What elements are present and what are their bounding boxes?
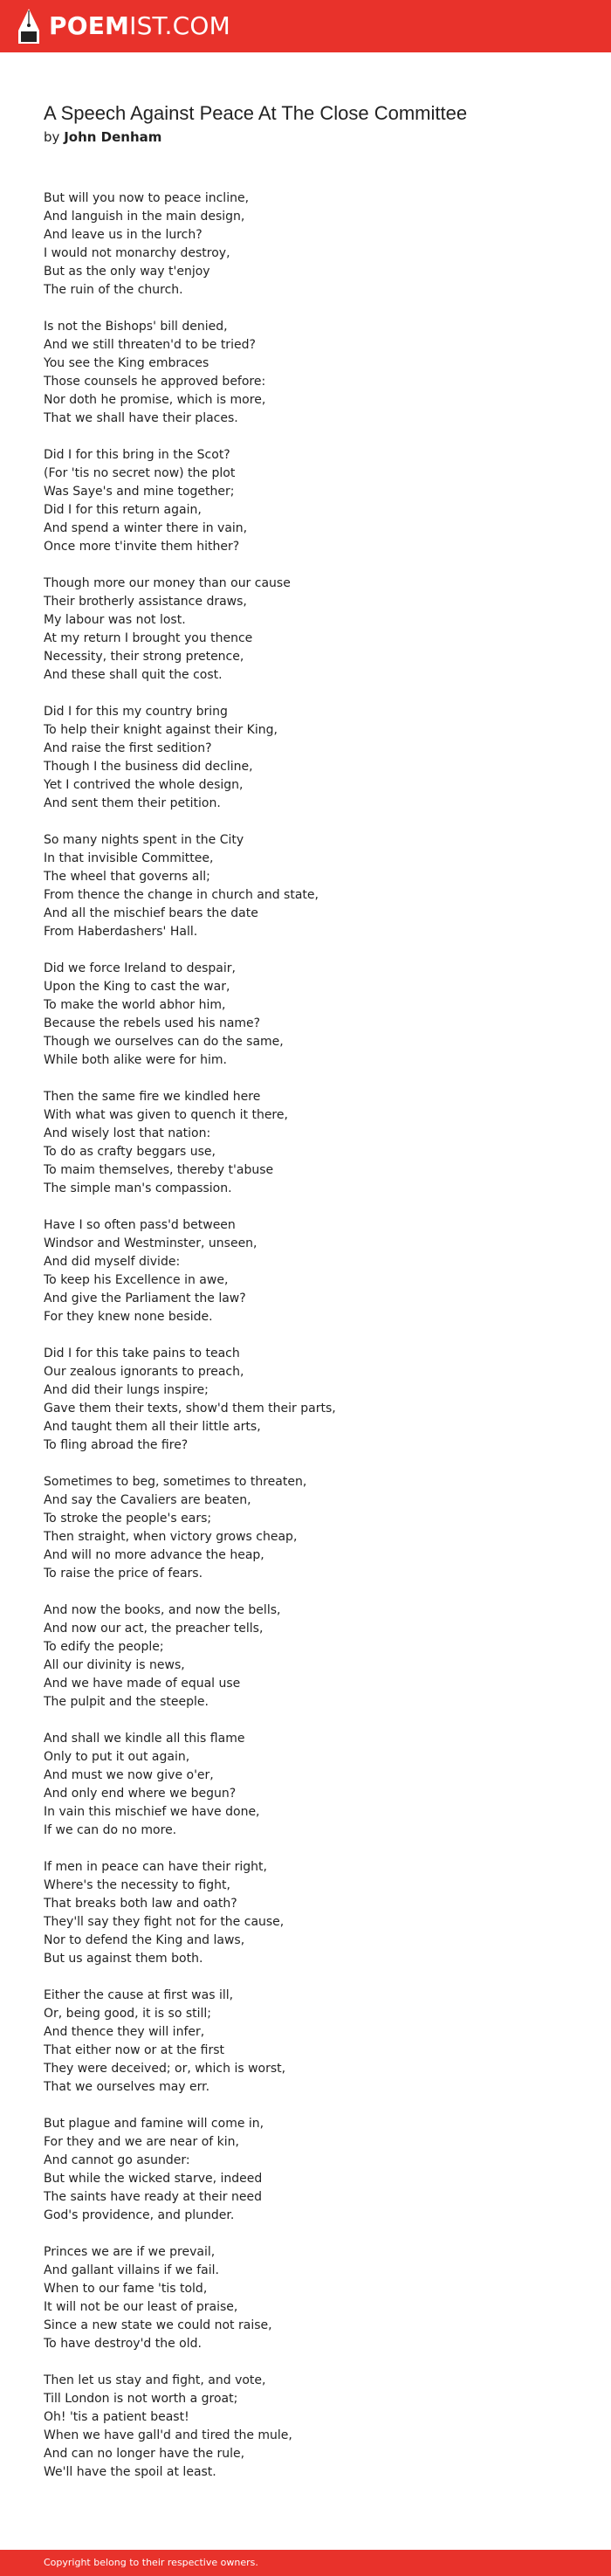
poem-line: And gallant villains if we fail. <box>44 2263 219 2277</box>
poem-line: Or, being good, it is so still; <box>44 2007 212 2021</box>
poem-line: And must we now give o'er, <box>44 1768 214 1782</box>
poem-line: Then the same fire we kindled here <box>44 1090 261 1104</box>
poem-line: For they and we are near of kin, <box>44 2135 239 2149</box>
poem-stanza <box>44 1858 585 1968</box>
poem-stanza <box>44 1730 585 1840</box>
poem-line: Gave them their texts, show'd them their parts, <box>44 1402 336 1415</box>
poem-line: You see the King embraces <box>44 356 209 370</box>
poem-line: That we shall have their places. <box>44 411 238 425</box>
poem-line: And did their lungs inspire; <box>44 1383 209 1397</box>
poem-line: Did I for this bring in the Scot? <box>44 448 230 462</box>
poem-line: And these shall quit the cost. <box>44 668 223 682</box>
poem-stanza <box>44 960 585 1070</box>
poem-line: And leave us in the lurch? <box>44 228 203 242</box>
poem-stanza <box>44 831 585 941</box>
poem-line: That breaks both law and oath? <box>44 1897 237 1911</box>
poem-line: Is not the Bishops' bill denied, <box>44 320 228 334</box>
poem-line: And shall we kindle all this flame <box>44 1732 245 1746</box>
poem-stanza <box>44 1601 585 1712</box>
poem-line: They'll say they fight not for the cause, <box>44 1915 285 1929</box>
poem-line: Those counsels he approved before: <box>44 375 266 389</box>
poem-line: It will not be our least of praise, <box>44 2300 238 2314</box>
poem-line: The simple man's compassion. <box>44 1181 232 1195</box>
poem-line: And wisely lost that nation: <box>44 1126 211 1140</box>
poem-line: (For 'tis no secret now) the plot <box>44 466 236 480</box>
poem-line: In that invisible Committee, <box>44 851 214 865</box>
poem-stanza <box>44 1088 585 1198</box>
poem-line: They were deceived; or, which is worst, <box>44 2062 286 2076</box>
poem-line: My labour was not lost. <box>44 613 186 627</box>
poem-line: To edify the people; <box>44 1640 164 1654</box>
author-link[interactable]: John Denham <box>64 129 162 145</box>
logo-text-bold: POEM <box>49 11 130 40</box>
poem-line: God's providence, and plunder. <box>44 2208 235 2222</box>
site-logo-link[interactable] <box>17 8 230 45</box>
poem-line: And spend a winter there in vain, <box>44 521 248 535</box>
poem-line: Then let us stay and fight, and vote, <box>44 2373 266 2387</box>
poem-line: Our zealous ignorants to preach, <box>44 1365 244 1379</box>
site-logo-text <box>49 8 230 45</box>
poem-line: And raise the first sedition? <box>44 741 212 755</box>
poem-line: But us against them both. <box>44 1952 203 1966</box>
poem-line: To raise the price of fears. <box>44 1567 203 1581</box>
poem-line: And now our act, the preacher tells, <box>44 1622 264 1636</box>
poem-line: Their brotherly assistance draws, <box>44 595 247 609</box>
poem-byline <box>44 128 576 146</box>
poem-line: And all the mischief bears the date <box>44 906 258 920</box>
poem-line: Did I for this take pains to teach <box>44 1347 240 1360</box>
poem-line: From Haberdashers' Hall. <box>44 925 198 939</box>
poem-line: Once more t'invite them hither? <box>44 540 240 554</box>
poem-stanza <box>44 1473 585 1583</box>
site-header <box>0 0 611 52</box>
poem-stanza <box>44 2243 585 2353</box>
poem-line: To keep his Excellence in awe, <box>44 1273 229 1287</box>
poem-line: And now the books, and now the bells, <box>44 1603 281 1617</box>
poem-line: To fling abroad the fire? <box>44 1438 189 1452</box>
poem-line: But as the only way t'enjoy <box>44 265 210 279</box>
poem-stanza <box>44 318 585 428</box>
pen-nib-icon <box>17 8 40 45</box>
poem-line: When to our fame 'tis told, <box>44 2282 208 2296</box>
poem-line: Upon the King to cast the war, <box>44 980 230 994</box>
poem-line: If we can do no more. <box>44 1823 177 1837</box>
poem-line: The ruin of the church. <box>44 283 183 297</box>
poem-line: And thence they will infer, <box>44 2025 205 2039</box>
poem-stanza <box>44 1216 585 1326</box>
poem-line: But will you now to peace incline, <box>44 191 250 205</box>
poem-line: Sometimes to beg, sometimes to threaten, <box>44 1475 307 1489</box>
poem-line: Oh! 'tis a patient beast! <box>44 2410 189 2424</box>
poem-line: In vain this mischief we have done, <box>44 1805 260 1819</box>
poem-header <box>44 100 576 146</box>
poem-line: From thence the change in church and state, <box>44 888 319 902</box>
poem-title: A Speech Against Peace At The Close Committee <box>44 102 468 124</box>
poem-line: Only to put it out again, <box>44 1750 190 1764</box>
poem-line: All our divinity is news, <box>44 1658 185 1672</box>
poem-body <box>44 189 585 2500</box>
poem-line: And cannot go asunder: <box>44 2153 190 2167</box>
poem-line: The saints have ready at their need <box>44 2190 262 2204</box>
poem-line: And give the Parliament the law? <box>44 1291 246 1305</box>
poem-line: The wheel that governs all; <box>44 870 210 884</box>
poem-stanza <box>44 1987 585 2097</box>
poem-line: To have destroy'd the old. <box>44 2337 202 2351</box>
poem-line: Did we force Ireland to despair, <box>44 961 236 975</box>
poem-line: That either now or at the first <box>44 2043 225 2057</box>
poem-line: But plague and famine will come in, <box>44 2117 264 2131</box>
poem-line: Did I for this return again, <box>44 503 202 517</box>
poem-line: And will no more advance the heap, <box>44 1548 264 1562</box>
copyright-notice: Copyright belong to their respective owners. <box>44 2557 258 2568</box>
poem-line: To stroke the people's ears; <box>44 1512 212 1526</box>
poem-line: Though more our money than our cause <box>44 576 291 590</box>
poem-line: Windsor and Westminster, unseen, <box>44 1236 257 1250</box>
poem-line: To help their knight against their King, <box>44 723 278 737</box>
poem-line: To do as crafty beggars use, <box>44 1145 216 1159</box>
byline-label: by <box>44 129 60 145</box>
poem-line: Though we ourselves can do the same, <box>44 1035 284 1049</box>
poem-stanza <box>44 703 585 813</box>
poem-line: Was Saye's and mine together; <box>44 485 235 499</box>
poem-line: Then straight, when victory grows cheap, <box>44 1530 298 1544</box>
poem-line: And only end where we begun? <box>44 1787 237 1801</box>
poem-line: So many nights spent in the City <box>44 833 244 847</box>
poem-line: And can no longer have the rule, <box>44 2447 245 2461</box>
poem-stanza <box>44 446 585 556</box>
poem-stanza <box>44 2372 585 2482</box>
poem-line: And we have made of equal use <box>44 1677 241 1691</box>
poem-line: Necessity, their strong pretence, <box>44 650 244 664</box>
poem-line: And say the Cavaliers are beaten, <box>44 1493 251 1507</box>
poem-line: And we still threaten'd to be tried? <box>44 338 256 352</box>
poem-line: Though I the business did decline, <box>44 760 253 774</box>
poem-line: And sent them their petition. <box>44 796 221 810</box>
poem-line: We'll have the spoil at least. <box>44 2465 216 2479</box>
poem-line: And taught them all their little arts, <box>44 1420 261 1434</box>
poem-line: Nor doth he promise, which is more, <box>44 393 266 407</box>
poem-line: That we ourselves may err. <box>44 2080 210 2094</box>
poem-stanza <box>44 575 585 685</box>
logo-text-light: IST.COM <box>129 11 230 40</box>
poem-line: Where's the necessity to fight, <box>44 1878 230 1892</box>
poem-line: Nor to defend the King and laws, <box>44 1933 245 1947</box>
poem-stanza <box>44 1345 585 1455</box>
poem-line: But while the wicked starve, indeed <box>44 2172 263 2186</box>
poem-line: At my return I brought you thence <box>44 631 253 645</box>
poem-line: When we have gall'd and tired the mule, <box>44 2428 292 2442</box>
poem-line: Have I so often pass'd between <box>44 1218 236 1232</box>
poem-line: And did myself divide: <box>44 1255 181 1269</box>
poem-line: With what was given to quench it there, <box>44 1108 288 1122</box>
poem-line: Did I for this my country bring <box>44 705 228 719</box>
poem-stanza <box>44 2115 585 2225</box>
poem-line: While both alike were for him. <box>44 1053 227 1067</box>
site-footer <box>0 2550 611 2576</box>
poem-line: Yet I contrived the whole design, <box>44 778 244 792</box>
poem-line: Because the rebels used his name? <box>44 1016 261 1030</box>
poem-line: To make the world abhor him, <box>44 998 226 1012</box>
poem-line: Either the cause at first was ill, <box>44 1988 234 2002</box>
poem-line: Princes we are if we prevail, <box>44 2245 216 2259</box>
poem-line: To maim themselves, thereby t'abuse <box>44 1163 274 1177</box>
poem-line: If men in peace can have their right, <box>44 1860 267 1874</box>
poem-line: The pulpit and the steeple. <box>44 1695 209 1709</box>
poem-line: For they knew none beside. <box>44 1310 213 1324</box>
poem-stanza <box>44 189 585 300</box>
poem-line: I would not monarchy destroy, <box>44 246 230 260</box>
poem-line: Till London is not worth a groat; <box>44 2392 238 2406</box>
poem-line: And languish in the main design, <box>44 210 245 224</box>
poem-line: Since a new state we could not raise, <box>44 2318 272 2332</box>
